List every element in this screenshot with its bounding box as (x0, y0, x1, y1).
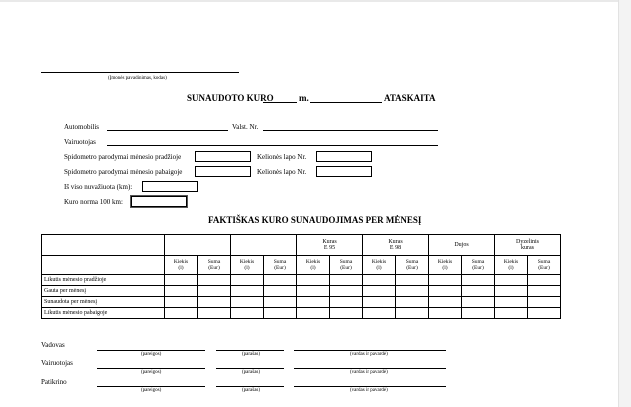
table-cell[interactable] (495, 286, 528, 297)
suma-header (198, 256, 231, 275)
table-cell[interactable] (495, 297, 528, 308)
fuel-header-dujos-line1: Dujos (454, 242, 469, 248)
table-cell[interactable] (528, 286, 561, 297)
suma-unit: (Eur) (406, 265, 418, 271)
table-cell[interactable] (165, 286, 198, 297)
kiekis-header (363, 256, 396, 275)
vairuotojas-pareigos-caption: (pareigos) (141, 370, 162, 375)
kiekis-unit: (l) (442, 265, 448, 271)
automobilis-field[interactable] (107, 130, 228, 131)
kiekis-header (495, 256, 528, 275)
table-cell[interactable] (231, 275, 264, 286)
corner-cell (42, 235, 165, 256)
fuel-header-row (42, 235, 561, 256)
table-cell[interactable] (264, 286, 297, 297)
valst-nr-label: Valst. Nr. (232, 123, 259, 131)
table-cell[interactable] (297, 275, 330, 286)
table-cell[interactable] (198, 308, 231, 319)
fuel-header-e95-line1: Kuras (322, 239, 337, 245)
table-cell[interactable] (429, 286, 462, 297)
table-cell[interactable] (495, 275, 528, 286)
kiekis-unit: (l) (244, 265, 250, 271)
spidometras-pabaigoje-label: Spidometro parodymai mėnesio pabaigoje (64, 168, 183, 176)
row-label: Gauta per mėnesį (42, 286, 165, 297)
report-month-field[interactable] (310, 102, 382, 103)
table-cell[interactable] (165, 275, 198, 286)
kiekis-header (165, 256, 198, 275)
vairuotojas-vardas-caption: (vardas ir pavardė) (350, 370, 388, 375)
table-cell[interactable] (231, 286, 264, 297)
table-cell[interactable] (429, 297, 462, 308)
report-title-suffix: ATASKAITA (384, 93, 436, 103)
kiekis-unit: (l) (310, 265, 316, 271)
fuel-header-dyzelinis-line1: Dyzelinis (516, 239, 539, 245)
kiekis-unit: (l) (508, 265, 514, 271)
signature-role-patikrino: Patikrino (41, 378, 67, 386)
table-cell[interactable] (330, 308, 363, 319)
table-cell[interactable] (231, 297, 264, 308)
vadovas-parasas-caption: (parašas) (242, 352, 261, 357)
fuel-header-e98-line2: E 98 (389, 245, 402, 251)
kiekis-label: Kiekis (239, 259, 255, 265)
patikrino-pareigos-line[interactable] (97, 386, 205, 387)
table-cell[interactable] (462, 275, 495, 286)
suma-header (462, 256, 495, 275)
company-name-line[interactable] (41, 72, 239, 73)
table-cell[interactable] (462, 308, 495, 319)
suma-unit: (Eur) (472, 265, 484, 271)
kiekis-label: Kiekis (305, 259, 321, 265)
table-cell[interactable] (264, 308, 297, 319)
fuel-usage-table (41, 234, 561, 319)
vairuotojas-label: Vairuotojas (64, 138, 96, 146)
table-cell[interactable] (264, 297, 297, 308)
suma-header (396, 256, 429, 275)
table-title: FAKTIŠKAS KURO SUNAUDOJIMAS PER MĖNESĮ (208, 215, 422, 225)
patikrino-pareigos-caption: (pareigos) (141, 388, 162, 393)
patikrino-parasas-line[interactable] (216, 386, 284, 387)
table-cell[interactable] (429, 308, 462, 319)
table-cell[interactable] (363, 308, 396, 319)
kiekis-label: Kiekis (173, 259, 189, 265)
is-viso-input[interactable] (142, 181, 198, 192)
suma-header (528, 256, 561, 275)
table-cell[interactable] (165, 297, 198, 308)
vairuotojas-parasas-caption: (parašas) (242, 370, 261, 375)
suma-label: Suma (273, 259, 287, 265)
sub-header-row (42, 256, 561, 275)
row-label: Sunaudota per mėnesį (42, 297, 165, 308)
report-title-prefix: SUNAUDOTO KURO (187, 93, 274, 103)
report-year-field[interactable] (263, 102, 297, 103)
fuel-header-1 (165, 235, 231, 256)
table-cell[interactable] (330, 286, 363, 297)
table-cell[interactable] (231, 308, 264, 319)
fuel-header-e95-line2: E 95 (323, 245, 336, 251)
suma-unit: (Eur) (340, 265, 352, 271)
table-cell[interactable] (330, 297, 363, 308)
suma-label: Suma (471, 259, 485, 265)
kiekis-label: Kiekis (437, 259, 453, 265)
kelionės-lapo-nr-1-label: Kelionės lapo Nr. (257, 153, 307, 161)
report-title-middle: m. (299, 93, 309, 103)
table-cell[interactable] (528, 275, 561, 286)
table-cell[interactable] (198, 297, 231, 308)
kuro-norma-label: Kuro norma 100 km: (64, 198, 123, 206)
kiekis-unit: (l) (376, 265, 382, 271)
page-top-border (0, 0, 631, 2)
suma-label: Suma (207, 259, 221, 265)
patikrino-parasas-caption: (parašas) (242, 388, 261, 393)
sub-header-corner (42, 256, 165, 275)
kiekis-unit: (l) (178, 265, 184, 271)
table-cell[interactable] (363, 286, 396, 297)
table-cell[interactable] (462, 286, 495, 297)
table-cell[interactable] (495, 308, 528, 319)
suma-unit: (Eur) (538, 265, 550, 271)
fuel-header-e98 (363, 235, 429, 256)
suma-header (330, 256, 363, 275)
kelionės-lapo-nr-2-label: Kelionės lapo Nr. (257, 168, 307, 176)
fuel-header-dyzelinis-line2: kuras (521, 245, 534, 251)
table-cell[interactable] (198, 286, 231, 297)
patikrino-vardas-line[interactable] (294, 386, 446, 387)
kiekis-header (231, 256, 264, 275)
table-cell[interactable] (429, 275, 462, 286)
fuel-header-dujos (429, 235, 495, 256)
suma-label: Suma (339, 259, 353, 265)
fuel-header-e95 (297, 235, 363, 256)
kuro-norma-input[interactable] (131, 196, 187, 207)
row-label: Likutis mėnesio pabaigoje (42, 308, 165, 319)
kiekis-header (297, 256, 330, 275)
table-cell[interactable] (528, 297, 561, 308)
table-cell[interactable] (396, 275, 429, 286)
suma-unit: (Eur) (208, 265, 220, 271)
kiekis-label: Kiekis (503, 259, 519, 265)
table-cell[interactable] (396, 286, 429, 297)
table-cell[interactable] (297, 286, 330, 297)
kelionės-lapo-nr-2-input[interactable] (316, 166, 372, 177)
table-row (42, 286, 561, 297)
table-cell[interactable] (297, 308, 330, 319)
vadovas-pareigos-caption: (pareigos) (141, 352, 162, 357)
row-label: Likutis mėnesio pradžioje (42, 275, 165, 286)
table-cell[interactable] (462, 297, 495, 308)
table-row (42, 275, 561, 286)
suma-label: Suma (405, 259, 419, 265)
fuel-header-e98-line1: Kuras (388, 239, 403, 245)
signature-role-vadovas: Vadovas (41, 341, 65, 349)
vairuotojas-parasas-line[interactable] (216, 368, 284, 369)
kiekis-header (429, 256, 462, 275)
table-row (42, 297, 561, 308)
table-cell[interactable] (528, 308, 561, 319)
right-scroll-gutter[interactable] (618, 0, 631, 407)
kiekis-label: Kiekis (371, 259, 387, 265)
company-caption: (Įmonės pavadinimas, kodas) (108, 76, 167, 81)
signature-role-vairuotojas: Vairuotojas (41, 359, 73, 367)
spidometras-pabaigoje-input[interactable] (195, 166, 251, 177)
vairuotojas-pareigos-line[interactable] (97, 368, 205, 369)
table-cell[interactable] (198, 275, 231, 286)
table-cell[interactable] (330, 275, 363, 286)
spidometras-pradzioje-input[interactable] (195, 151, 251, 162)
fuel-header-dyzelinis (495, 235, 561, 256)
is-viso-label: Iš viso nuvažiuota (km): (64, 183, 133, 191)
suma-header (264, 256, 297, 275)
table-cell[interactable] (396, 297, 429, 308)
table-cell[interactable] (264, 275, 297, 286)
table-cell[interactable] (363, 275, 396, 286)
vairuotojas-vardas-line[interactable] (294, 368, 446, 369)
vairuotojas-field[interactable] (107, 145, 438, 146)
vadovas-parasas-line[interactable] (216, 350, 284, 351)
fuel-header-2 (231, 235, 297, 256)
spidometras-pradzioje-label: Spidometro parodymai mėnesio pradžioje (64, 153, 182, 161)
vadovas-pareigos-line[interactable] (97, 350, 205, 351)
kelionės-lapo-nr-1-input[interactable] (316, 151, 372, 162)
vadovas-vardas-caption: (vardas ir pavardė) (350, 352, 388, 357)
table-cell[interactable] (297, 297, 330, 308)
patikrino-vardas-caption: (vardas ir pavardė) (350, 388, 388, 393)
suma-label: Suma (537, 259, 551, 265)
suma-unit: (Eur) (274, 265, 286, 271)
table-row (42, 308, 561, 319)
table-cell[interactable] (396, 308, 429, 319)
automobilis-label: Automobilis (64, 123, 100, 131)
table-cell[interactable] (363, 297, 396, 308)
valst-nr-field[interactable] (263, 130, 438, 131)
vadovas-vardas-line[interactable] (294, 350, 446, 351)
table-cell[interactable] (165, 308, 198, 319)
